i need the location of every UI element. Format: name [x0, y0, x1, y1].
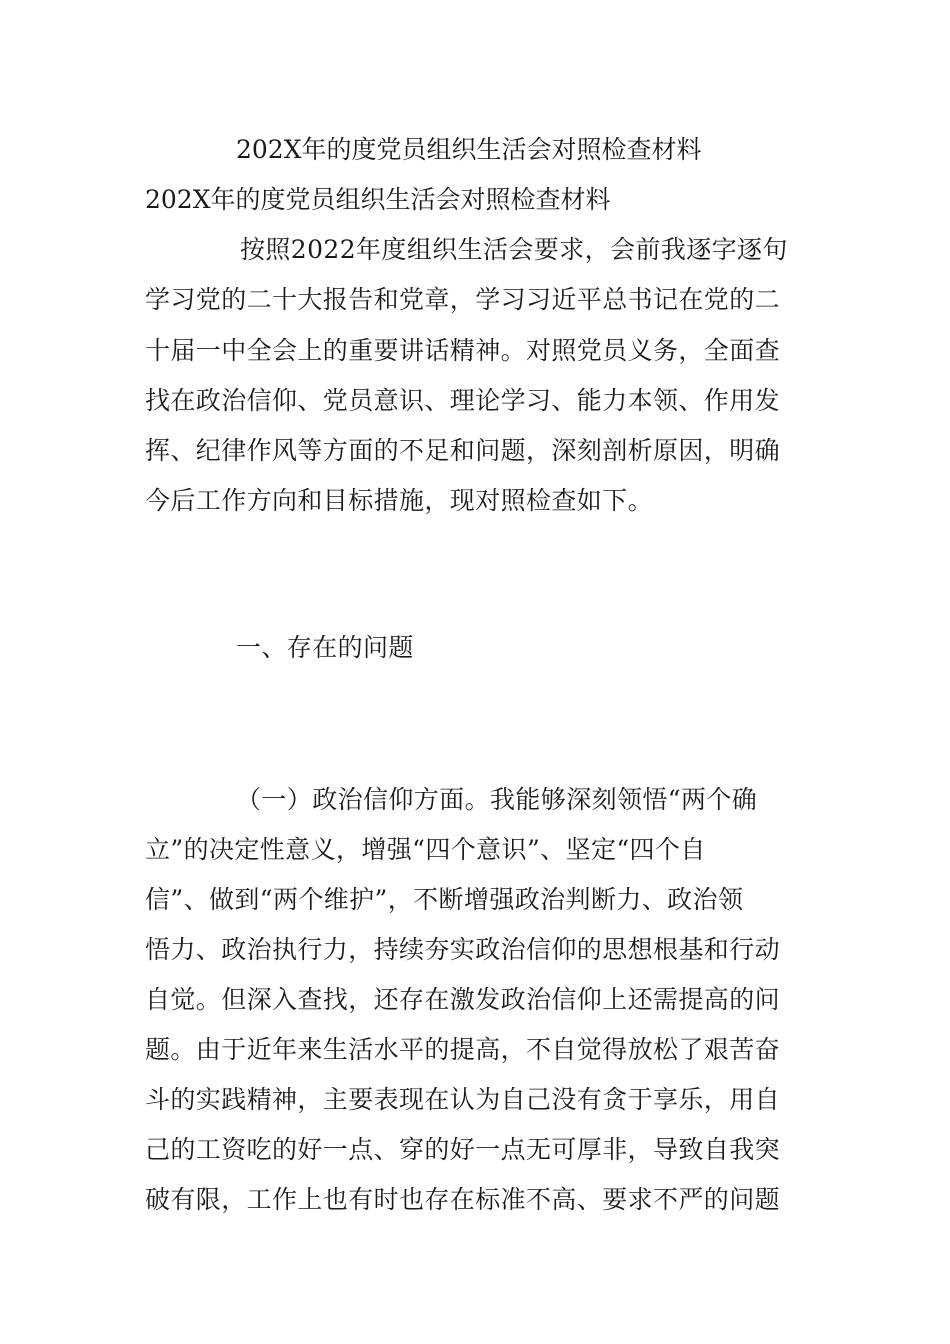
paragraph-line: 信”、做到“两个维护”，不断增强政治判断力、政治领 [145, 885, 744, 914]
paragraph-line: 按照2022年度组织生活会要求，会前我逐字逐句 [240, 235, 788, 264]
document-title: 202X年的度党员组织生活会对照检查材料 [236, 135, 702, 164]
paragraph-line: 立”的决定性意义，增强“四个意识”、坚定“四个自 [145, 835, 706, 864]
paragraph-line: （一）政治信仰方面。我能够深刻领悟“两个确 [236, 785, 758, 814]
paragraph-line: 己的工资吃的好一点、穿的好一点无可厚非，导致自我突 [145, 1135, 781, 1164]
paragraph-line: 十届一中全会上的重要讲话精神。对照党员义务，全面查 [145, 336, 781, 365]
paragraph-line: 破有限，工作上也有时也存在标准不高、要求不严的问题 [145, 1185, 781, 1214]
paragraph-line: 自觉。但深入查找，还存在激发政治信仰上还需提高的问 [145, 985, 781, 1014]
paragraph-line: 今后工作方向和目标措施，现对照检查如下。 [145, 486, 654, 515]
paragraph-line: 悟力、政治执行力，持续夯实政治信仰的思想根基和行动 [145, 935, 781, 964]
paragraph-line: 挥、纪律作风等方面的不足和问题，深刻剖析原因，明确 [145, 436, 781, 465]
paragraph-line: 题。由于近年来生活水平的提高，不自觉得放松了艰苦奋 [145, 1035, 781, 1064]
paragraph-line: 学习党的二十大报告和党章，学习习近平总书记在党的二 [145, 285, 781, 314]
paragraph-line: 找在政治信仰、党员意识、理论学习、能力本领、作用发 [145, 386, 781, 415]
document-title-repeat: 202X年的度党员组织生活会对照检查材料 [145, 185, 611, 214]
section-heading: 一、存在的问题 [236, 633, 414, 662]
paragraph-line: 斗的实践精神，主要表现在认为自己没有贪于享乐，用自 [145, 1085, 781, 1114]
